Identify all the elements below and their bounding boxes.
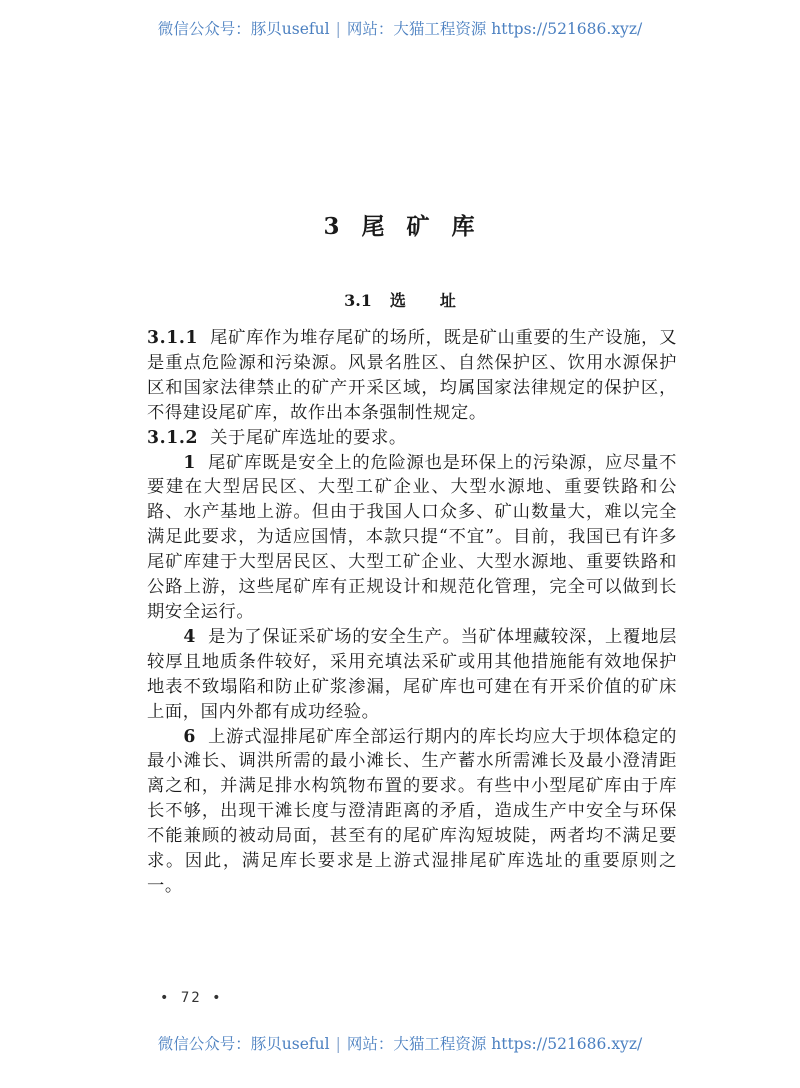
watermark-separator: | <box>335 20 341 38</box>
document-body <box>147 326 677 899</box>
chapter-number: 3 <box>323 213 342 240</box>
item-number: 4 <box>183 626 196 647</box>
item-number: 6 <box>183 726 196 747</box>
watermark-bottom <box>0 1032 800 1054</box>
watermark-separator: | <box>335 1035 341 1053</box>
section-title <box>0 288 800 311</box>
clause-text: 关于尾矿库选址的要求。 <box>210 427 407 448</box>
clause-paragraph <box>147 326 677 426</box>
watermark-account: 微信公众号：豚贝useful <box>157 1035 330 1053</box>
item-text: 是为了保证采矿场的安全生产。当矿体埋藏较深，上覆地层较厚且地质条件较好，采用充填法采矿或用其他措施能有效地保护地表不致塌陷和防止矿浆渗漏，尾矿库也可建在有开采价值的矿床上面，国内外都有成功经验。 <box>147 626 677 722</box>
clause-number: 3.1.1 <box>147 328 199 348</box>
clause-number: 3.1.2 <box>147 427 199 448</box>
chapter-char: 库 <box>451 213 477 240</box>
section-char: 选 <box>389 291 406 310</box>
chapter-title <box>0 208 800 241</box>
item-text: 上游式湿排尾矿库全部运行期内的库长均应大于坝体稳定的最小滩长、调洪所需的最小滩长、生产蓄水所需滩长及最小澄清距离之和，并满足排水构筑物布置的要求。有些中小型尾矿库由于库长不够，出现干滩长度与澄清距离的矛盾，造成生产中安全与环保不能兼顾的被动局面，甚至有的尾矿库沟短坡陡，两者均不满足要求。因此，满足库长要求是上游式湿排尾矿库选址的重要原则之一。 <box>147 726 677 896</box>
clause-text: 尾矿库作为堆存尾矿的场所，既是矿山重要的生产设施，又是重点危险源和污染源。风景名胜区、自然保护区、饮用水源保护区和国家法律禁止的矿产开采区域，均属国家法律规定的保护区，不得建设尾矿库，故作出本条强制性规定。 <box>147 328 677 423</box>
item-paragraph <box>147 451 677 625</box>
page-number: • 72 • <box>160 990 223 1006</box>
watermark-account: 微信公众号：豚贝useful <box>157 20 330 38</box>
item-paragraph <box>147 725 677 899</box>
item-paragraph <box>147 625 677 725</box>
item-number: 1 <box>183 452 196 473</box>
item-text: 尾矿库既是安全上的危险源也是环保上的污染源，应尽量不要建在大型居民区、大型工矿企业、大型水源地、重要铁路和公路、水产基地上游。但由于我国人口众多、矿山数量大，难以完全满足此要求，为适应国情，本款只提“不宜”。目前，我国已有许多尾矿库建于大型居民区、大型工矿企业、大型水源地、重要铁路和公路上游，这些尾矿库有正规设计和规范化管理，完全可以做到长期安全运行。 <box>147 452 677 622</box>
section-char: 址 <box>439 291 456 310</box>
watermark-top <box>0 17 800 39</box>
clause-paragraph <box>147 426 677 451</box>
chapter-char: 矿 <box>406 213 432 240</box>
watermark-site: 网站：大猫工程资源 https://521686.xyz/ <box>346 1035 643 1053</box>
section-number: 3.1 <box>344 291 372 310</box>
watermark-site: 网站：大猫工程资源 https://521686.xyz/ <box>346 20 643 38</box>
chapter-char: 尾 <box>361 213 387 240</box>
